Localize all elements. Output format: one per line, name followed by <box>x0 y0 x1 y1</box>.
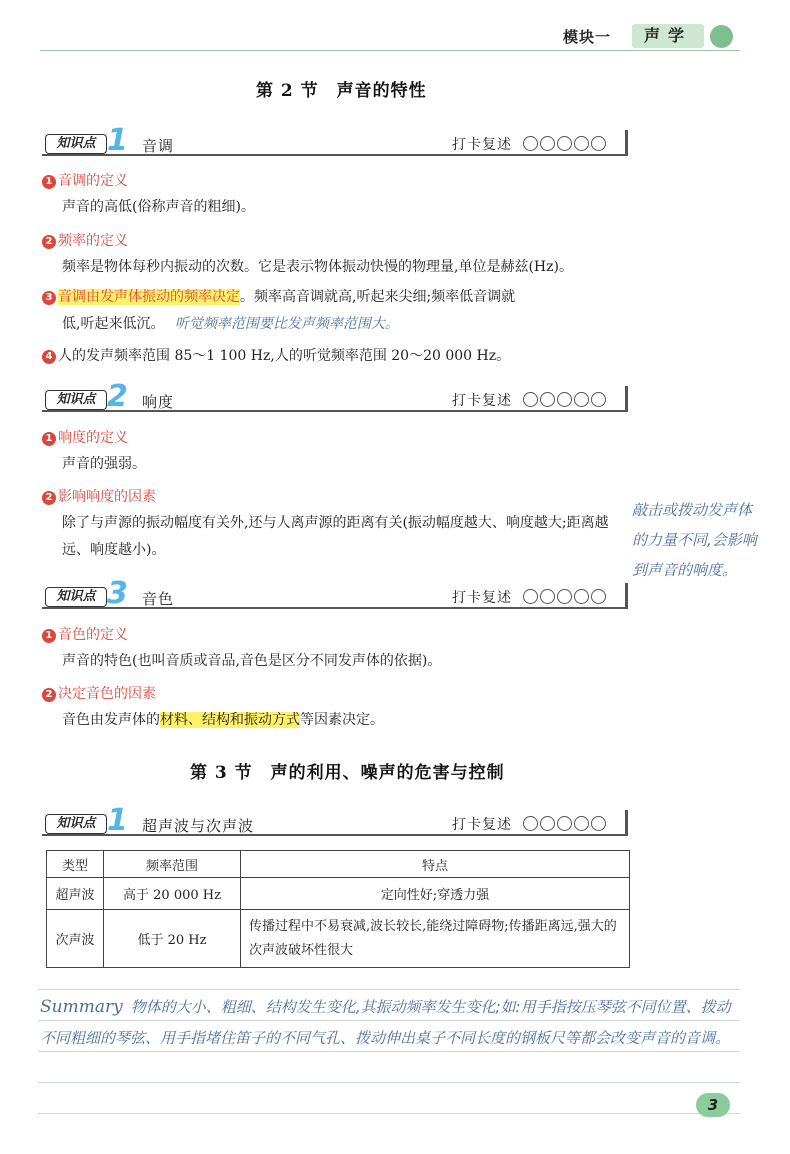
table-row <box>47 910 630 968</box>
review-circles[interactable] <box>523 392 606 408</box>
paragraph: 音色由发声体的材料、结构和振动方式等因素决定。 <box>62 712 384 728</box>
subheading: 1 音色的定义 <box>42 624 128 644</box>
section-3-title: 第 3 节 声的利用、噪声的危害与控制 <box>190 763 505 783</box>
table-row <box>47 878 630 910</box>
subheading: 2 频率的定义 <box>42 230 128 250</box>
check-review-label: 打卡复述 <box>452 817 512 833</box>
paragraph: 低,听起来低沉。 听觉频率范围要比发声频率范围大。 <box>62 316 399 332</box>
knowledge-point-tag: 知识点 3 <box>45 585 127 609</box>
table-cell: 定向性好;穿透力强 <box>241 878 630 910</box>
table-header-row <box>47 851 630 878</box>
paragraph: 声音的强弱。 <box>62 456 146 472</box>
header-circle-icon <box>710 25 733 48</box>
review-circles[interactable] <box>523 816 606 832</box>
knowledge-point-bar-2 <box>42 379 628 414</box>
paragraph: 3 音调由发声体振动的频率决定。频率高音调就高,听起来尖细;频率低音调就 <box>42 284 642 311</box>
subheading: 2 影响响度的因素 <box>42 486 156 506</box>
table-cell: 超声波 <box>47 878 104 910</box>
table-header: 特点 <box>241 851 630 878</box>
handwritten-note: 听觉频率范围要比发声频率范围大。 <box>174 316 399 332</box>
table-header: 类型 <box>47 851 104 878</box>
knowledge-point-name: 响度 <box>142 393 175 411</box>
subheading: 1 音调的定义 <box>42 170 128 190</box>
paragraph: 声音的高低(俗称声音的粗细)。 <box>62 199 255 215</box>
paragraph: 频率是物体每秒内振动的次数。它是表示物体振动快慢的物理量,单位是赫兹(Hz)。 <box>62 259 573 275</box>
check-review-label: 打卡复述 <box>452 590 512 606</box>
handwritten-side-note: 敲击或拨动发声体的力量不同,会影响到声音的响度。 <box>632 501 757 579</box>
knowledge-point-bar-1 <box>42 123 628 158</box>
summary-label: Summary <box>40 997 123 1017</box>
knowledge-point-tag: 知识点 2 <box>45 388 127 412</box>
subheading: 2 决定音色的因素 <box>42 683 156 703</box>
knowledge-point-tag: 知识点 1 <box>45 132 127 156</box>
table-cell: 高于 20 000 Hz <box>104 878 241 910</box>
table-cell: 低于 20 Hz <box>104 910 241 968</box>
paragraph: 声音的特色(也叫音质或音品,音色是区分不同发声体的依据)。 <box>62 653 442 669</box>
summary-rule <box>38 1113 740 1114</box>
page-number: 3 <box>696 1093 730 1117</box>
check-review-label: 打卡复述 <box>452 137 512 153</box>
header-rule <box>40 50 740 51</box>
highlighted-text: 材料、结构和振动方式 <box>160 712 300 728</box>
section-2-title: 第 2 节 声音的特性 <box>256 81 427 101</box>
summary-rule <box>38 1082 740 1083</box>
subject-label: 声学 <box>632 24 704 48</box>
check-review-label: 打卡复述 <box>452 393 512 409</box>
knowledge-point-bar-4 <box>42 803 628 838</box>
table-cell: 传播过程中不易衰减,波长较长,能绕过障碍物;传播距离远,强大的次声波破坏性很大 <box>241 910 630 968</box>
highlighted-text: 音调由发声体振动的频率决定 <box>58 289 240 305</box>
knowledge-point-name: 音色 <box>142 590 175 608</box>
module-label: 模块一 <box>563 28 612 46</box>
knowledge-point-name: 音调 <box>142 137 175 155</box>
knowledge-point-name: 超声波与次声波 <box>142 817 255 835</box>
summary-text: Summary 物体的大小、粗细、结构发生变化,其振动频率发生变化;如:用手指按压琴弦不同位置、拨动不同粗细的琴弦、用手指堵住笛子的不同气孔、拨动伸出桌子不同长度的钢板尺等都会改变声音的音调。 <box>40 997 731 1047</box>
knowledge-point-tag: 知识点 1 <box>45 812 127 836</box>
wave-comparison-table <box>46 850 630 968</box>
paragraph: 除了与声源的振动幅度有关外,还与人离声源的距离有关(振动幅度越大、响度越大;距离越远、响度越小)。 <box>62 515 609 558</box>
review-circles[interactable] <box>523 136 606 152</box>
subheading: 1 响度的定义 <box>42 427 128 447</box>
table-header: 频率范围 <box>104 851 241 878</box>
paragraph: 4 人的发声频率范围 85～1 100 Hz,人的听觉频率范围 20～20 000 Hz。 <box>42 343 642 370</box>
review-circles[interactable] <box>523 589 606 605</box>
summary-rule <box>38 989 740 990</box>
table-cell: 次声波 <box>47 910 104 968</box>
knowledge-point-bar-3 <box>42 576 628 611</box>
